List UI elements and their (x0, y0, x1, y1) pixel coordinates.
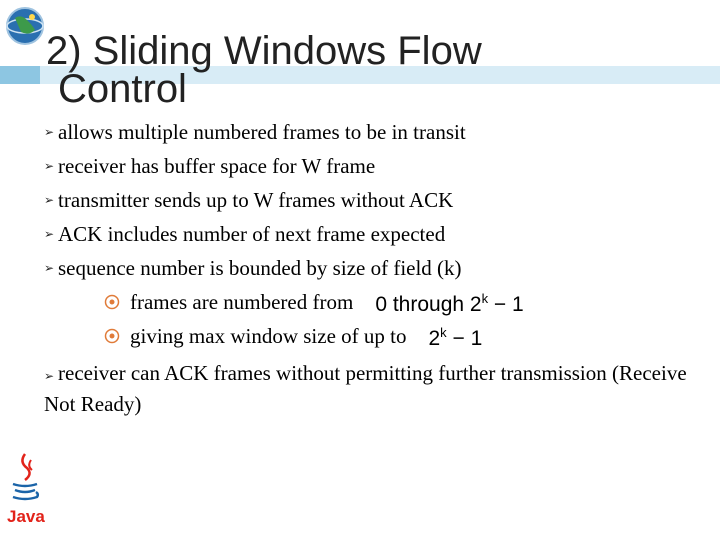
globe-logo-icon (5, 6, 45, 46)
sub-bullet-item (44, 285, 704, 319)
formula-suffix: − 1 (488, 293, 524, 316)
sub-bullet-text: giving max window size of up to (130, 324, 407, 348)
bullet-arrow-icon: ➢ (44, 227, 55, 241)
circle-bullet-icon (104, 294, 120, 310)
title-line-2: Control (58, 67, 187, 111)
bullet-text: ACK includes number of next frame expected (58, 222, 446, 246)
sub-bullet-item (44, 319, 704, 353)
java-logo-text: Java (7, 507, 45, 526)
bullet-text: transmitter sends up to W frames without ACK (58, 188, 454, 212)
bullet-text: sequence number is bounded by size of field (k) (58, 256, 462, 280)
formula-prefix: 0 through 2 (375, 293, 482, 316)
title-line-1: 2) Sliding Windows Flow (46, 29, 482, 73)
formula (428, 316, 482, 356)
java-logo-icon (5, 450, 45, 528)
header-band-accent (0, 66, 40, 84)
bullet-item (44, 149, 704, 183)
formula-exponent: k (440, 325, 447, 340)
bullet-item (44, 353, 704, 418)
formula-exponent: k (481, 291, 489, 306)
bullet-arrow-icon: ➢ (44, 193, 55, 207)
bullet-text: receiver can ACK frames without permitting further transmission (Receive Not Ready) (44, 361, 687, 416)
bullet-text: allows multiple numbered frames to be in transit (58, 120, 466, 144)
bullet-arrow-icon: ➢ (44, 159, 55, 173)
formula-prefix: 2 (428, 327, 441, 350)
bullet-arrow-icon: ➢ (44, 125, 55, 139)
bullet-item (44, 251, 704, 285)
circle-bullet-icon (104, 328, 120, 344)
bullet-arrow-icon: ➢ (44, 369, 55, 383)
bullet-item (44, 217, 704, 251)
bullet-item (44, 183, 704, 217)
formula-suffix: − 1 (446, 327, 483, 350)
bullet-text: receiver has buffer space for W frame (58, 154, 376, 178)
sub-bullet-text: frames are numbered from (130, 290, 354, 314)
bullet-arrow-icon: ➢ (44, 261, 55, 275)
bullet-item (44, 115, 704, 149)
page-title (46, 26, 566, 114)
slide-body (44, 115, 704, 418)
